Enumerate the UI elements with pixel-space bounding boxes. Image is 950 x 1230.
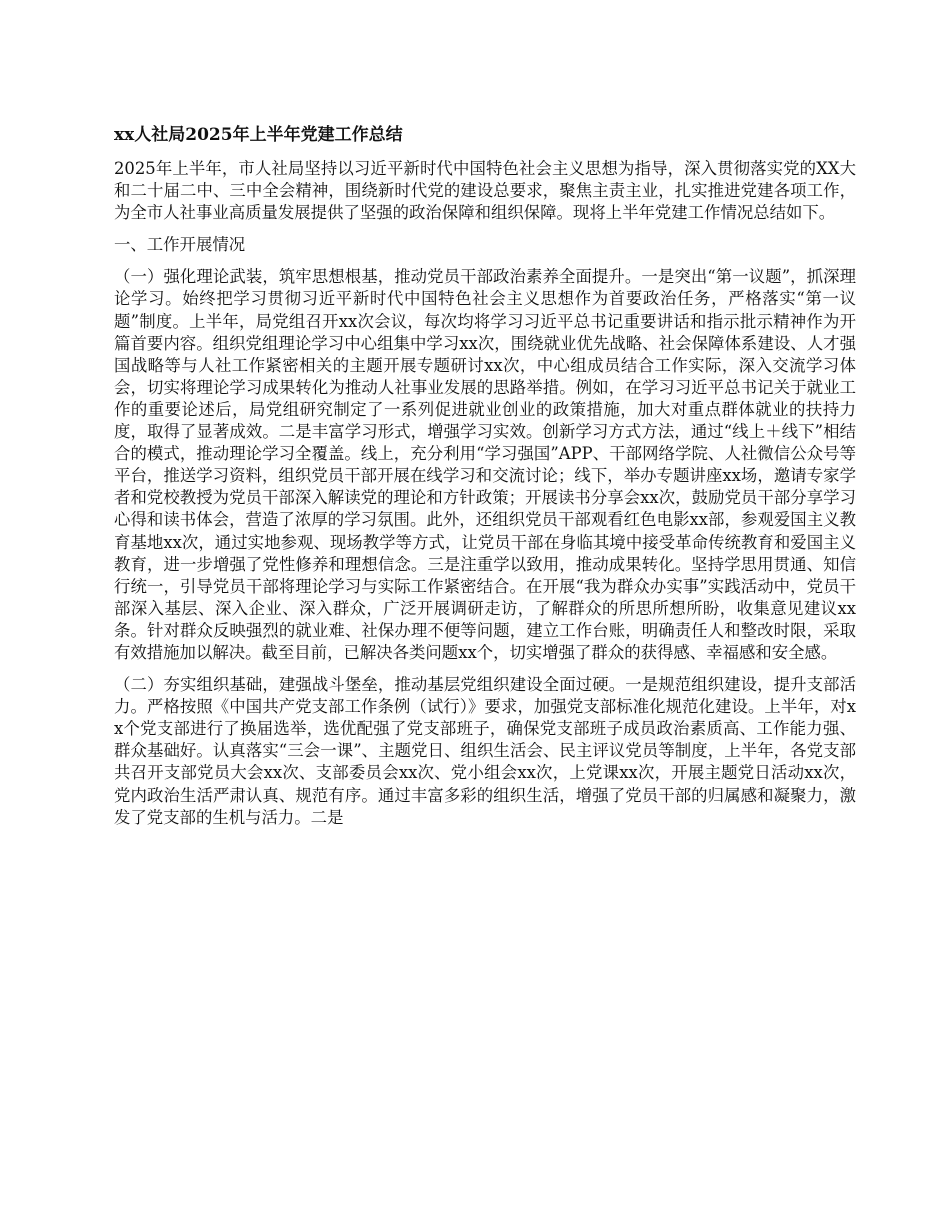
- section-heading-work-progress: 一、工作开展情况: [114, 235, 246, 255]
- paragraph-theory-study: （一）强化理论武装，筑牢思想根基，推动党员干部政治素养全面提升。一是突出“第一议题”，抓深理论学习。始终把学习贯彻习近平新时代中国特色社会主义思想作为首要政治任务，严格落实“第一议题”制度。上半年，局党组召开xx次会议，每次均将学习习近平总书记重要讲话和指示批示精神作为开篇首要内容。组织党组理论学习中心组集中学习xx次，围绕就业优先战略、社会保障体系建设、人才强国战略等与人社工作紧密相关的主题开展专题研讨xx次，中心组成员结合工作实际，深入交流学习体会，切实将理论学习成果转化为推动人社事业发展的思路举措。例如，在学习习近平总书记关于就业工作的重要论述后，局党组研究制定了一系列促进就业创业的政策措施，加大对重点群体就业的扶持力度，取得了显著成效。二是丰富学习形式，增强学习实效。创新学习方式方法，通过“线上＋线下”相结合的模式，推动理论学习全覆盖。线上，充分利用“学习强国”APP、干部网络学院、人社微信公众号等平台，推送学习资料，组织党员干部开展在线学习和交流讨论；线下，举办专题讲座xx场，邀请专家学者和党校教授为党员干部深入解读党的理论和方针政策；开展读书分享会xx次，鼓励党员干部分享学习心得和读书体会，营造了浓厚的学习氛围。此外，还组织党员干部观看红色电影xx部，参观爱国主义教育基地xx次，通过实地参观、现场教学等方式，让党员干部在身临其境中接受革命传统教育和爱国主义教育，进一步增强了党性修养和理想信念。三是注重学以致用，推动成果转化。坚持学思用贯通、知信行统一，引导党员干部将理论学习与实际工作紧密结合。在开展“我为群众办实事”实践活动中，党员干部深入基层、深入企业、深入群众，广泛开展调研走访，了解群众的所思所想所盼，收集意见建议xx条。针对群众反映强烈的就业难、社保办理不便等问题，建立工作台账，明确责任人和整改时限，采取有效措施加以解决。截至目前，已解决各类问题xx个，切实增强了群众的获得感、幸福感和安全感。: [114, 267, 856, 662]
- document-title: xx人社局2025年上半年党建工作总结: [114, 125, 403, 145]
- intro-paragraph: 2025年上半年，市人社局坚持以习近平新时代中国特色社会主义思想为指导，深入贯彻落实党的XX大和二十届二中、三中全会精神，围绕新时代党的建设总要求，聚焦主责主业，扎实推进党建各项工作，为全市人社事业高质量发展提供了坚强的政治保障和组织保障。现将上半年党建工作情况总结如下。: [114, 159, 856, 223]
- document-page: [114, 122, 856, 839]
- paragraph-organization-building: （二）夯实组织基础，建强战斗堡垒，推动基层党组织建设全面过硬。一是规范组织建设，提升支部活力。严格按照《中国共产党支部工作条例（试行）》要求，加强党支部标准化规范化建设。上半年，对xx个党支部进行了换届选举，选优配强了党支部班子，确保党支部班子成员政治素质高、工作能力强、群众基础好。认真落实“三会一课”、主题党日、组织生活会、民主评议党员等制度，上半年，各党支部共召开支部党员大会xx次、支部委员会xx次、党小组会xx次，上党课xx次，开展主题党日活动xx次，党内政治生活严肃认真、规范有序。通过丰富多彩的组织生活，增强了党员干部的归属感和凝聚力，激发了党支部的生机与活力。二是: [114, 675, 856, 827]
